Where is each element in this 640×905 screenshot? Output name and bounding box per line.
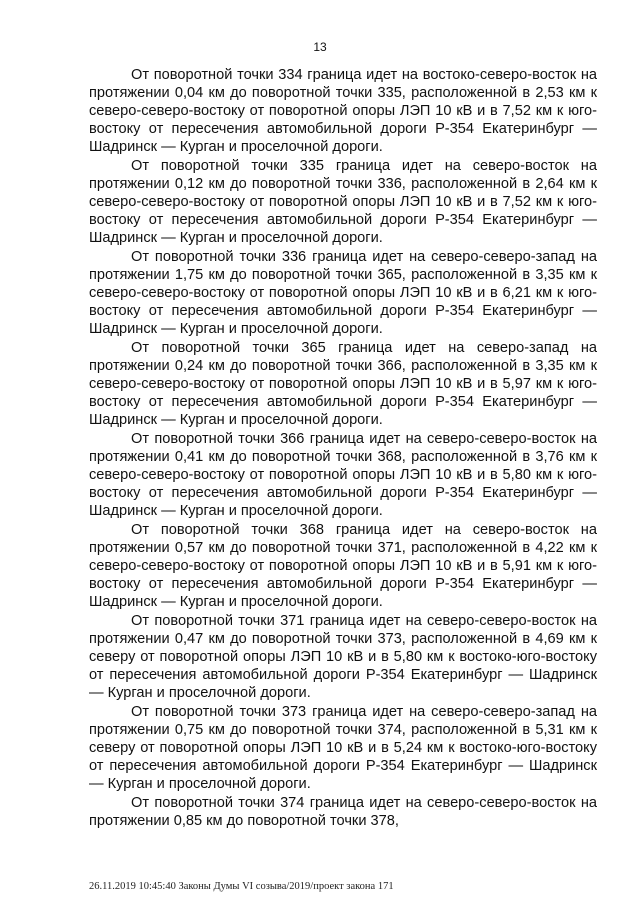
document-footer: 26.11.2019 10:45:40 Законы Думы VI созыва/2019/проект закона 171 [89, 881, 394, 892]
paragraph-point-373: От поворотной точки 373 граница идет на северо-северо-запад на протяжении 0,75 км до поворотной точки 374, расположенной в 5,31 км к северу от поворотной опоры ЛЭП 10 кВ и в 5,24 км к востоко-юго-востоку от пересечения автомобильной дороги Р-354 Екатеринбург — Шадринск — Курган и проселочной дороги. [89, 704, 597, 792]
paragraph-point-365: От поворотной точки 365 граница идет на северо-запад на протяжении 0,24 км до поворотной точки 366, расположенной в 3,35 км к северо-северо-востоку от поворотной опоры ЛЭП 10 кВ и в 5,97 км к юго-востоку от пересечения автомобильной дороги Р-354 Екатеринбург — Шадринск — Курган и проселочной дороги. [89, 340, 597, 428]
paragraph-point-371: От поворотной точки 371 граница идет на северо-северо-восток на протяжении 0,47 км до поворотной точки 373, расположенной в 4,69 км к северу от поворотной опоры ЛЭП 10 кВ и в 5,80 км к востоко-юго-востоку от пересечения автомобильной дороги Р-354 Екатеринбург — Шадринск — Курган и проселочной дороги. [89, 613, 597, 701]
paragraph-point-336: От поворотной точки 336 граница идет на северо-северо-запад на протяжении 1,75 км до поворотной точки 365, расположенной в 3,35 км к северо-северо-востоку от поворотной опоры ЛЭП 10 кВ и в 6,21 км к юго-востоку от пересечения автомобильной дороги Р-354 Екатеринбург — Шадринск — Курган и проселочной дороги. [89, 249, 597, 337]
paragraph-point-334: От поворотной точки 334 граница идет на востоко-северо-восток на протяжении 0,04 км до поворотной точки 335, расположенной в 2,53 км к северо-северо-востоку от поворотной опоры ЛЭП 10 кВ и в 7,52 км к юго-востоку от пересечения автомобильной дороги Р-354 Екатеринбург — Шадринск — Курган и проселочной дороги. [89, 67, 597, 155]
paragraph-point-366: От поворотной точки 366 граница идет на северо-северо-восток на протяжении 0,41 км до поворотной точки 368, расположенной в 3,76 км к северо-северо-востоку от поворотной опоры ЛЭП 10 кВ и в 5,80 км к юго-востоку от пересечения автомобильной дороги Р-354 Екатеринбург — Шадринск — Курган и проселочной дороги. [89, 431, 597, 519]
document-body [89, 66, 597, 831]
paragraph-point-374: От поворотной точки 374 граница идет на северо-северо-восток на протяжении 0,85 км до поворотной точки 378, [89, 795, 597, 829]
paragraph-point-335: От поворотной точки 335 граница идет на северо-восток на протяжении 0,12 км до поворотной точки 336, расположенной в 2,64 км к северо-северо-востоку от поворотной опоры ЛЭП 10 кВ и в 7,52 км к юго-востоку от пересечения автомобильной дороги Р-354 Екатеринбург — Шадринск — Курган и проселочной дороги. [89, 158, 597, 246]
paragraph-point-368: От поворотной точки 368 граница идет на северо-восток на протяжении 0,57 км до поворотной точки 371, расположенной в 4,22 км к северо-северо-востоку от поворотной опоры ЛЭП 10 кВ и в 5,91 км к юго-востоку от пересечения автомобильной дороги Р-354 Екатеринбург — Шадринск — Курган и проселочной дороги. [89, 522, 597, 610]
page-number: 13 [313, 40, 327, 54]
